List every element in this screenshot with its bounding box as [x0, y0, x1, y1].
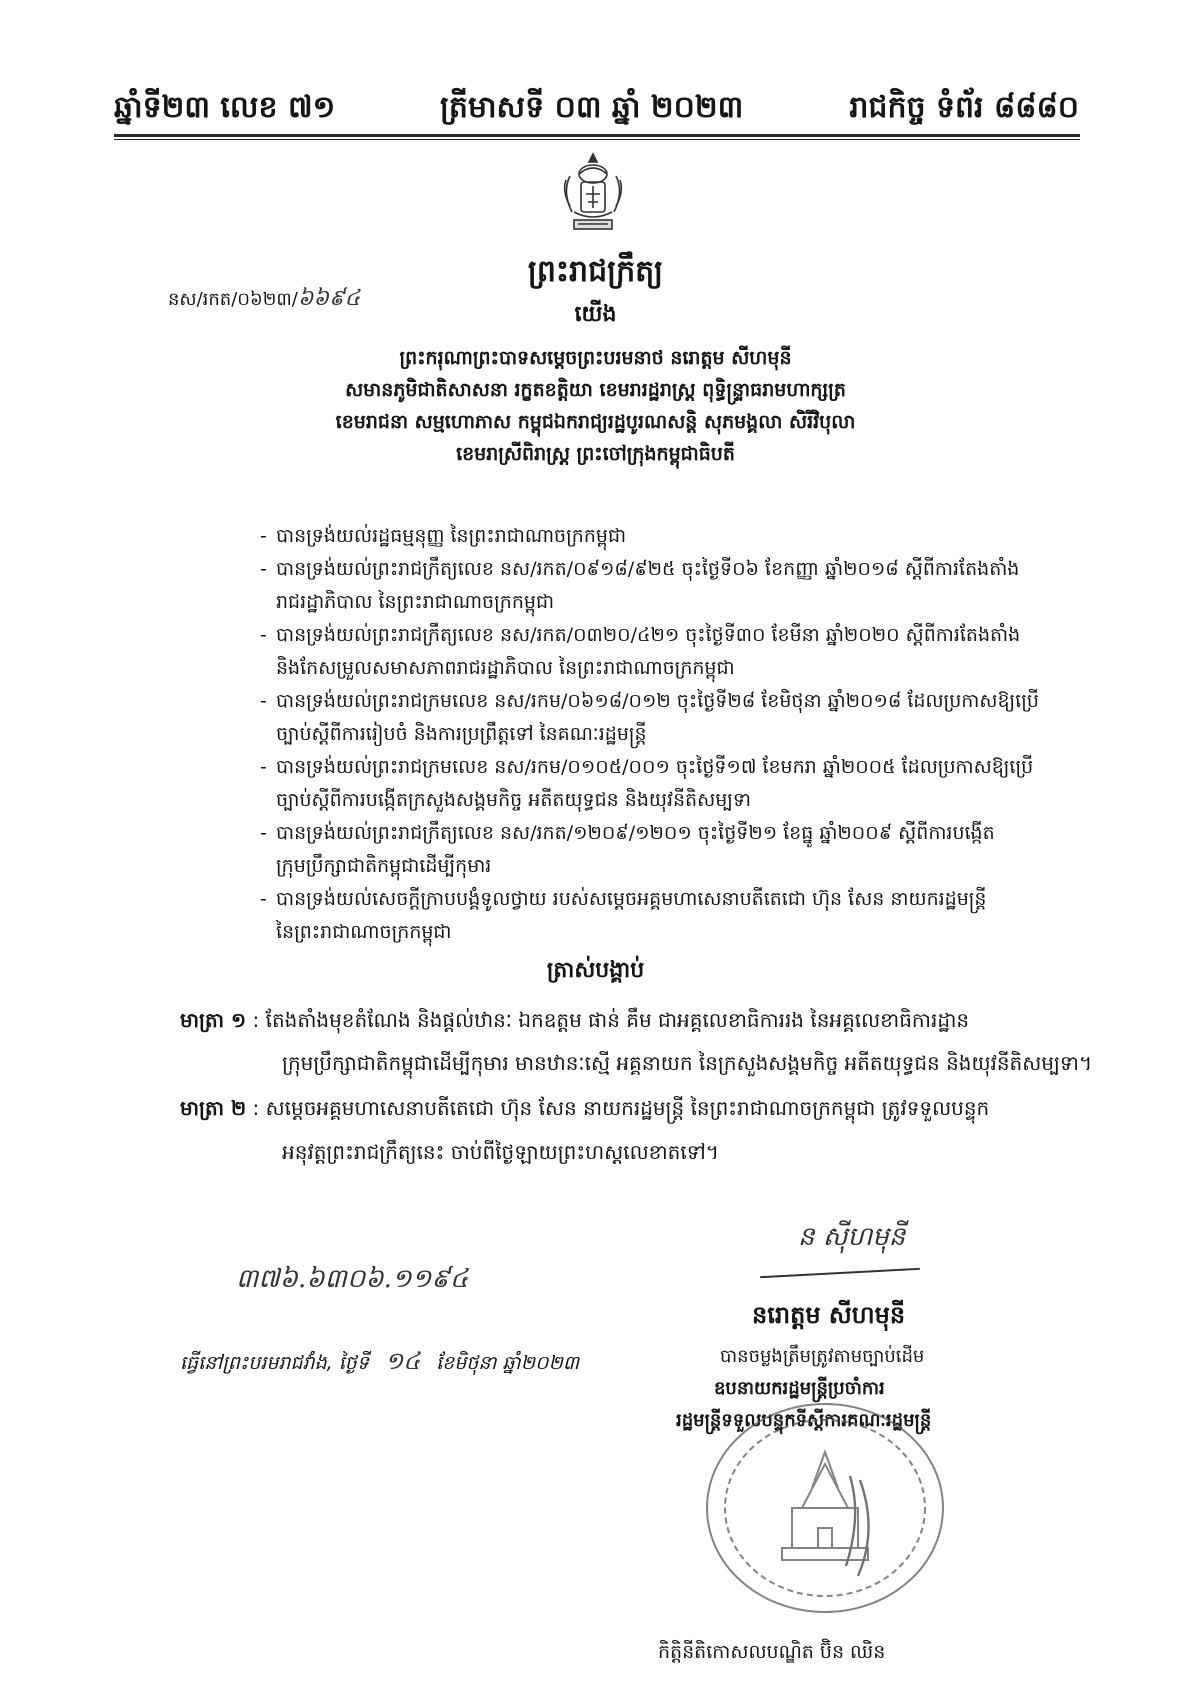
list-item: - បានទ្រង់យល់ព្រះរាជក្រឹត្យលេខ នស/រកត/១២០៩/១២០១ ចុះថ្ងៃទី២១ ខែធ្នូ ឆ្នាំ២០០៩ ស្តីពីការបង្កើត ក្រុមប្រឹក្សាជាតិកម្ពុជាដើម្បីកុមារ — [260, 822, 995, 877]
reference-printed: នស/រកត/០៦២៣/ — [168, 289, 298, 310]
article-1-label: មាត្រា ១ — [180, 1008, 247, 1032]
header-page-number: រាជកិច្ច ទំព័រ ៨៨៨០ — [849, 90, 1079, 125]
decree-heading: ត្រាស់បង្គាប់ — [546, 958, 645, 983]
king-title-line-2: សមានភូមិជាតិសាសនា រក្ខតខត្តិយា ខេមរារដ្ឋរាស្ត្រ ពុទ្ធិន្ទ្រាធរាមហាក្សត្រ — [345, 379, 846, 401]
we-heading: យើង — [574, 302, 617, 327]
document-type-title: ព្រះរាជក្រឹត្យ — [527, 254, 664, 289]
list-item: - បានទ្រង់យល់ព្រះរាជក្រឹត្យលេខ នស/រកត/០៩១៨/៩២៥ ចុះថ្ងៃទី០៦ ខែកញ្ញា ឆ្នាំ២០១៨ ស្តីពីការតែងតាំង រាជរដ្ឋាភិបាល នៃព្រះរាជាណាចក្រកម្ពុជា — [260, 558, 1020, 613]
list-item: - បានទ្រង់យល់ព្រះរាជក្រមលេខ នស/រកម/០១០៥/០០១ ចុះថ្ងៃទី១៧ ខែមករា ឆ្នាំ២០០៥ ដែលប្រកាសឱ្យប្រើ ច្បាប់ស្តីពីការបង្កើតក្រសួងសង្គមកិច្ច អតីតយុទ្ធជន និងយុវនីតិសម្បទា — [260, 756, 1034, 811]
header-rule-thin — [114, 139, 1080, 140]
king-title-line-3: ខេមរាជនា សម្មហោភាស កម្ពុជឯករាជ្យរដ្ឋបូរណសន្តិ សុភមង្គលា សិរីវិបុលា — [335, 411, 856, 433]
deputy-pm-title: ឧបនាយករដ្ឋមន្ត្រីប្រចាំការ — [714, 1378, 885, 1399]
signature-underline — [760, 1268, 920, 1278]
date-prefix: ធ្វើនៅព្រះបរមរាជវាំង, ថ្ងៃទី — [180, 1352, 369, 1374]
royal-signature-scribble: ន ស៊ីហមុនី — [798, 1222, 906, 1252]
article-2-label: មាត្រា ២ — [180, 1096, 247, 1120]
list-item: - បានទ្រង់យល់ព្រះរាជក្រមលេខ នស/រកម/០៦១៨/០១២ ចុះថ្ងៃទី២៨ ខែមិថុនា ឆ្នាំ២០១៨ ដែលប្រកាសឱ្យប្រើ ច្បាប់ស្តីពីការរៀបចំ និងការប្រព្រឹត្តទៅ នៃគណៈរដ្ឋមន្ត្រី — [260, 690, 1039, 745]
list-item: - បានទ្រង់យល់សេចក្តីក្រាបបង្គំទូលថ្វាយ របស់សម្តេចអគ្គមហាសេនាបតីតេជោ ហ៊ុន សែន នាយករដ្ឋមន្ត្រី នៃព្រះរាជាណាចក្រកម្ពុជា — [260, 888, 987, 943]
date-day: ១៤ — [384, 1347, 421, 1375]
header-rule — [114, 134, 1080, 137]
article-2: មាត្រា ២ : សម្តេចអគ្គមហាសេនាបតីតេជោ ហ៊ុន សែន នាយករដ្ឋមន្ត្រី នៃព្រះរាជាណាចក្រកម្ពុជា ត្រូវទទួលបន្ទុក — [180, 1096, 990, 1120]
minister-title: រដ្ឋមន្ត្រីទទួលបន្ទុកទីស្តីការគណៈរដ្ឋមន្ត្រី — [676, 1410, 932, 1431]
article-2-line-2: អនុវត្តព្រះរាជក្រឹត្យនេះ ចាប់ពីថ្ងៃឡាយព្រះហស្តលេខាតទៅ។ — [282, 1140, 719, 1164]
article-1-line-2: ក្រុមប្រឹក្សាជាតិកម្ពុជាដើម្បីកុមារ មានឋានៈស្មើ អគ្គនាយក នៃក្រសួងសង្គមកិច្ច អតីតយុទ្ធជន និងយុវនីតិសម្បទា។ — [282, 1051, 1093, 1075]
date-year: ឆ្នាំ២០២៣ — [502, 1352, 580, 1374]
signatory-name: នរោត្តម សីហមុនី — [752, 1301, 906, 1329]
header-quarter: ត្រីមាសទី ០៣ ឆ្នាំ ២០២៣ — [440, 90, 744, 125]
king-title-line-1: ព្រះករុណាព្រះបាទសម្តេចព្រះបរមនាថ នរោត្តម សីហមុនី — [399, 347, 792, 369]
certified-copy-line: បានចម្លងត្រឹមត្រូវតាមច្បាប់ដើម — [720, 1346, 925, 1367]
considerations-list — [260, 520, 1040, 949]
header-gazette-year: ឆ្នាំទី២៣ លេខ ៧១ — [114, 90, 336, 125]
article-2-line-1: សម្តេចអគ្គមហាសេនាបតីតេជោ ហ៊ុន សែន នាយករដ្ឋមន្ត្រី នៃព្រះរាជាណាចក្រកម្ពុជា ត្រូវទទួលបន្ទុក — [265, 1096, 990, 1120]
list-item: - បានទ្រង់យល់ព្រះរាជក្រឹត្យលេខ នស/រកត/០៣២០/៤២១ ចុះថ្ងៃទី៣០ ខែមីនា ឆ្នាំ២០២០ ស្តីពីការតែងតាំង និងកែសម្រួលសមាសភាពរាជរដ្ឋាភិបាល នៃព្រះរាជាណាចក្រកម្ពុជា — [260, 624, 1021, 679]
royal-coat-of-arms-icon — [548, 150, 638, 244]
king-title-line-4: ខេមរាស្រីពិរាស្ត្រ ព្រះចៅក្រុងកម្ពុជាធិបតី — [456, 443, 735, 465]
date-month: ខែមិថុនា — [436, 1352, 497, 1374]
date-line — [180, 1346, 579, 1381]
article-1: មាត្រា ១ : តែងតាំងមុខតំណែង និងផ្តល់ឋានៈ ឯកឧត្តម ផាន់ គឹម ជាអគ្គលេខាធិការរង នៃអគ្គលេខាធិការដ្ឋាន — [180, 1008, 970, 1032]
reference-handwritten: ៦៦៩៤ — [297, 286, 361, 311]
list-item: - បានទ្រង់យល់រដ្ឋធម្មនុញ្ញ នៃព្រះរាជាណាចក្រកម្ពុជា — [260, 525, 627, 547]
article-1-line-1: តែងតាំងមុខតំណែង និងផ្តល់ឋានៈ ឯកឧត្តម ផាន់ គឹម ជាអគ្គលេខាធិការរង នៃអគ្គលេខាធិការដ្ឋាន — [265, 1008, 970, 1032]
handwritten-reference: ៣៧៦.៦៣០៦.១១៩៤ — [236, 1264, 469, 1294]
minister-name: កិត្តិនីតិកោសលបណ្ឌិត ប៊ិន ឈិន — [658, 1641, 886, 1663]
official-stamp-icon — [700, 1398, 950, 1622]
